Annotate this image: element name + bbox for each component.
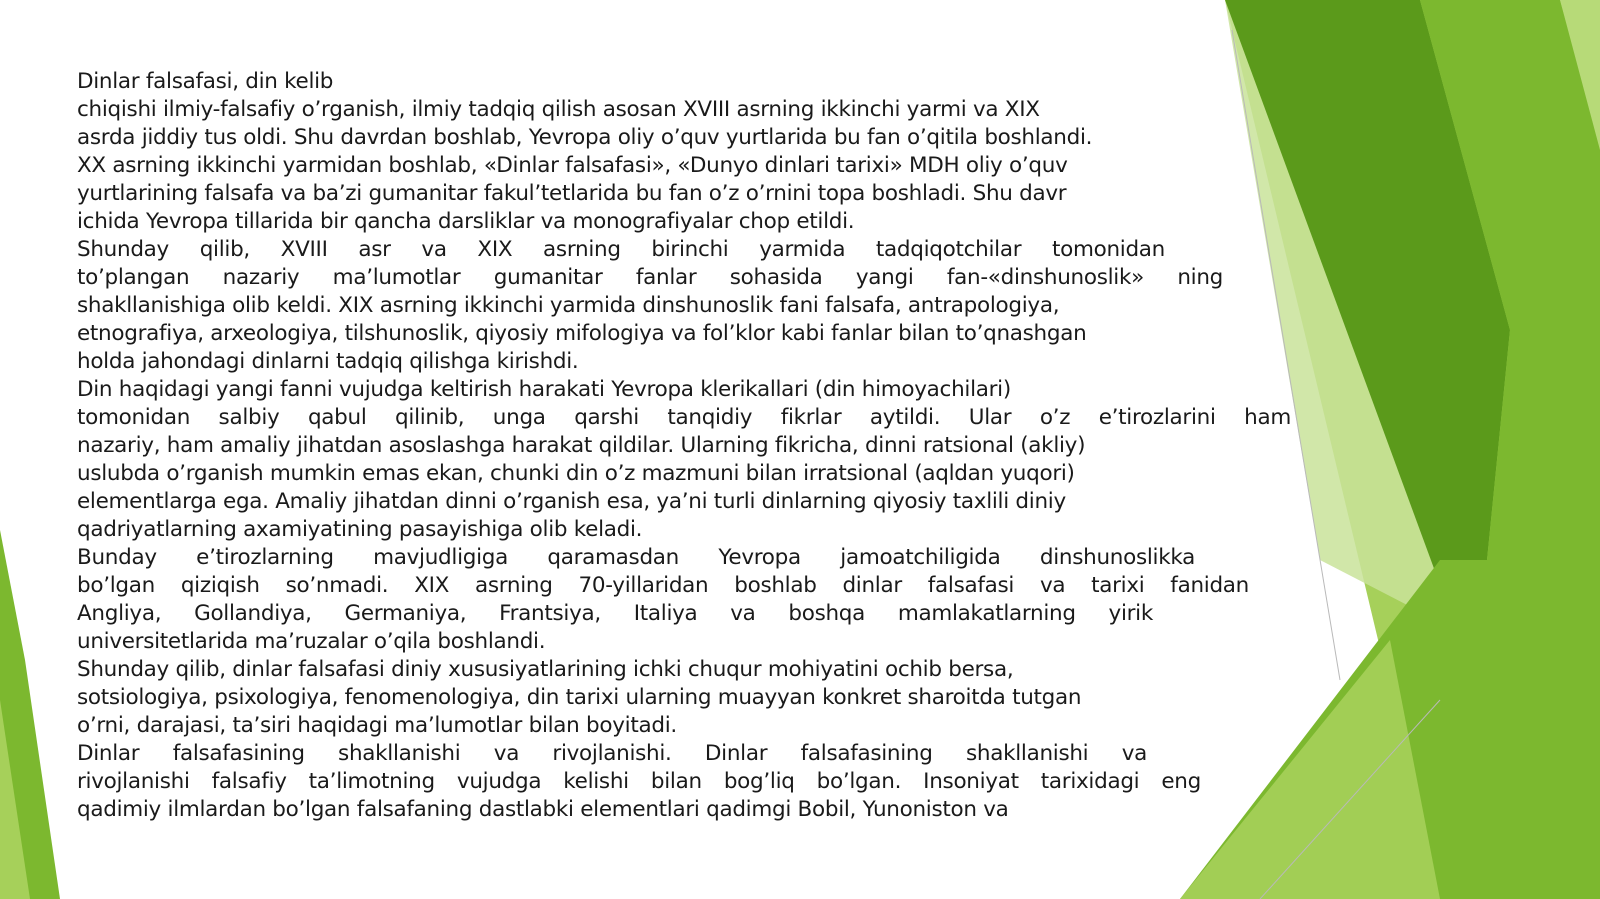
text-line: Angliya, Gollandiya, Germaniya, Frantsiya, Italiya va boshqa mamlakatlarning yirik xyxy=(77,601,1153,626)
text-line: Din haqidagi yangi fanni vujudga keltirish harakati Yevropa klerikallari (din himoyachilari) xyxy=(77,377,1011,402)
text-line: holda jahondagi dinlarni tadqiq qilishga kirishdi. xyxy=(77,349,579,374)
text-line: elementlarga ega. Amaliy jihatdan dinni o’rganish esa, ya’ni turli dinlarning qiyosiy taxlili diniy xyxy=(77,489,1066,514)
text-line: uslubda o’rganish mumkin emas ekan, chunki din o’z mazmuni bilan irratsional (aqldan yuqori) xyxy=(77,461,1075,486)
text-line: nazariy, ham amaliy jihatdan asoslashga harakat qildilar. Ularning fikricha, dinni ratsional (akliy) xyxy=(77,433,1086,458)
text-line: qadriyatlarning axamiyatining pasayishiga olib keladi. xyxy=(77,517,643,542)
text-line: tomonidan salbiy qabul qilinib, unga qarshi tanqidiy fikrlar aytildi. Ular o’z e’tirozlarini ham xyxy=(77,405,1291,430)
slide-body-text xyxy=(77,68,1291,824)
text-line: etnografiya, arxeologiya, tilshunoslik, qiyosiy mifologiya va fol’klor kabi fanlar bilan to’qnashgan xyxy=(77,321,1087,346)
text-line: shakllanishiga olib keldi. XIX asrning ikkinchi yarmida dinshunoslik fani falsafa, antrapologiya, xyxy=(77,293,1060,318)
text-line: sotsiologiya, psixologiya, fenomenologiya, din tarixi ularning muayyan konkret sharoitda tutgan xyxy=(77,685,1082,710)
text-line: o’rni, darajasi, ta’siri haqidagi ma’lumotlar bilan boyitadi. xyxy=(77,713,677,738)
text-line: Dinlar falsafasining shakllanishi va rivojlanishi. Dinlar falsafasining shakllanishi va xyxy=(77,741,1147,766)
text-line: Dinlar falsafasi, din kelib xyxy=(77,69,334,94)
text-line: rivojlanishi falsafiy ta’limotning vujudga kelishi bilan bog’liq bo’lgan. Insoniyat tarixidagi eng xyxy=(77,769,1201,794)
text-line: qadimiy ilmlardan bo’lgan falsafaning dastlabki elementlari qadimgi Bobil, Yunoniston va xyxy=(77,797,1009,822)
text-line: Bunday e’tirozlarning mavjudligiga qaramasdan Yevropa jamoatchiligida dinshunoslikka xyxy=(77,545,1195,570)
text-line: Shunday qilib, dinlar falsafasi diniy xususiyatlarining ichki chuqur mohiyatini ochib bersa, xyxy=(77,657,1014,682)
text-line: ichida Yevropa tillarida bir qancha darsliklar va monografiyalar chop etildi. xyxy=(77,209,855,234)
text-line: asrda jiddiy tus oldi. Shu davrdan boshlab, Yevropa oliy o’quv yurtlarida bu fan o’qitila boshlandi. xyxy=(77,125,1093,150)
text-line: XX asrning ikkinchi yarmidan boshlab, «Dinlar falsafasi», «Dunyo dinlari tarixi» MDH oliy o’quv xyxy=(77,153,1068,178)
text-line: Shunday qilib, XVIII asr va XIX asrning birinchi yarmida tadqiqotchilar tomonidan xyxy=(77,237,1165,262)
text-line: chiqishi ilmiy-falsafiy o’rganish, ilmiy tadqiq qilish asosan XVIII asrning ikkinchi yarmi va XIX xyxy=(77,97,1040,122)
text-line: universitetlarida ma’ruzalar o’qila boshlandi. xyxy=(77,629,546,654)
text-line: to’plangan nazariy ma’lumotlar gumanitar fanlar sohasida yangi fan-«dinshunoslik» ning xyxy=(77,265,1223,290)
text-line: yurtlarining falsafa va ba’zi gumanitar fakul’tetlarida bu fan o’z o’rnini topa boshladi. Shu davr xyxy=(77,181,1067,206)
text-line: bo’lgan qiziqish so’nmadi. XIX asrning 70-yillaridan boshlab dinlar falsafasi va tarixi fanidan xyxy=(77,573,1249,598)
